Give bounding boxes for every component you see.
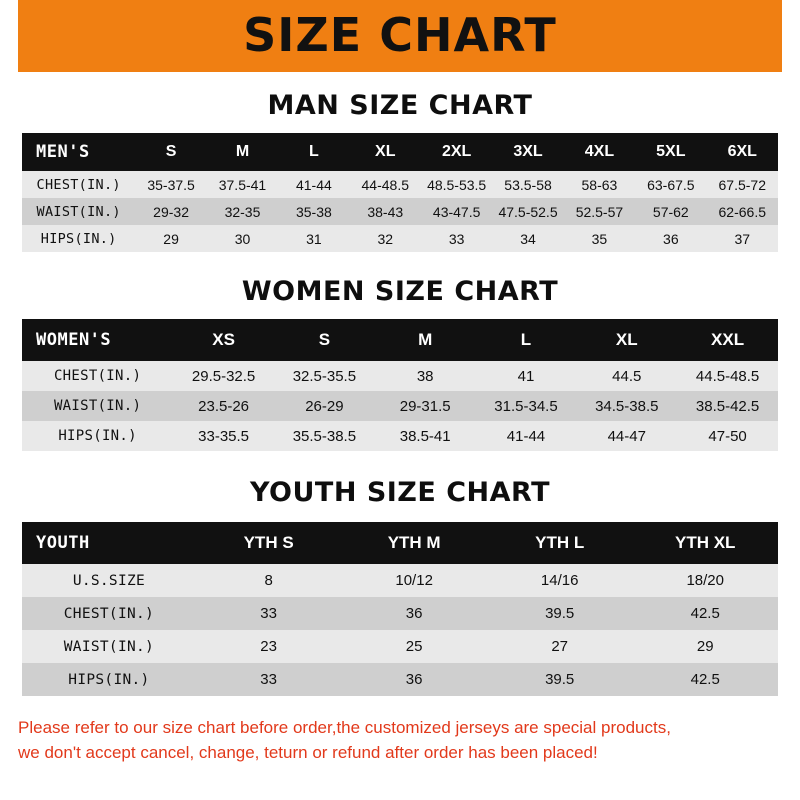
cell: 41	[517, 367, 535, 385]
cell: 32.5-35.5	[292, 367, 357, 385]
youth-table-header	[22, 522, 778, 564]
cell: 29	[696, 638, 714, 655]
row-label: WAIST(IN.)	[36, 203, 121, 220]
cell: 35	[591, 230, 608, 247]
cell: 43-47.5	[432, 203, 481, 220]
chart-content	[0, 90, 800, 696]
cell: 32	[377, 230, 394, 247]
cell: 35-37.5	[147, 176, 195, 193]
cell: 58-63	[581, 176, 618, 193]
women-table-body	[22, 361, 778, 451]
row-label: CHEST(IN.)	[53, 368, 142, 384]
cell: 31	[306, 230, 322, 247]
cell: 37	[734, 230, 751, 247]
row-label: WAIST(IN.)	[53, 398, 142, 414]
banner-right-margin	[782, 0, 800, 72]
table-header-row	[22, 319, 778, 361]
cell: 35-38	[295, 203, 332, 220]
row-label: HIPS(IN.)	[68, 671, 150, 688]
cell: 23	[260, 638, 277, 655]
cell: 33	[260, 605, 277, 622]
cell: 29	[163, 230, 179, 247]
cell: 18/20	[686, 572, 724, 589]
cell: 44-48.5	[361, 176, 409, 193]
cell: 44.5	[612, 367, 642, 385]
youth-header-label: YOUTH	[36, 533, 90, 553]
cell: 47.5-52.5	[498, 203, 558, 220]
cell: 33-35.5	[198, 427, 250, 445]
youth-header-cell: YTH S	[243, 533, 294, 552]
women-header-cell: XS	[212, 330, 235, 349]
cell: 38.5-42.5	[695, 397, 760, 415]
row-label: U.S.SIZE	[72, 572, 146, 589]
men-table-header	[22, 133, 778, 171]
row-label: CHEST(IN.)	[63, 605, 155, 622]
table-row	[22, 630, 778, 663]
cell: 39.5	[545, 605, 575, 622]
table-row	[22, 391, 778, 421]
table-row	[22, 597, 778, 630]
cell: 41-44	[506, 427, 546, 445]
cell: 42.5	[690, 671, 720, 688]
youth-size-table	[22, 522, 778, 696]
cell: 48.5-53.5	[427, 176, 487, 193]
table-row	[22, 564, 778, 597]
youth-section-title: YOUTH SIZE CHART	[249, 477, 551, 508]
cell: 33	[448, 230, 465, 247]
cell: 32-35	[224, 203, 261, 220]
cell: 29-32	[153, 203, 189, 220]
note-line-2: we don't accept cancel, change, teturn or refund after order has been placed!	[18, 742, 598, 762]
women-header-cell: XXL	[711, 330, 745, 349]
cell: 8	[264, 572, 273, 589]
men-size-table	[22, 133, 778, 252]
row-label: CHEST(IN.)	[36, 176, 121, 193]
cell: 53.5-58	[504, 176, 552, 193]
cell: 38.5-41	[399, 427, 451, 445]
cell: 38	[416, 367, 434, 385]
women-size-table	[22, 319, 778, 451]
row-label: HIPS(IN.)	[40, 230, 117, 247]
cell: 29.5-32.5	[191, 367, 256, 385]
table-header-row	[22, 522, 778, 564]
youth-header-cell: YTH L	[535, 533, 585, 552]
cell: 31.5-34.5	[494, 397, 558, 415]
cell: 26-29	[305, 397, 344, 415]
men-header-cell: XL	[375, 143, 396, 160]
banner-left-margin	[0, 0, 18, 72]
cell: 44.5-48.5	[695, 367, 760, 385]
table-row	[22, 421, 778, 451]
cell: 38-43	[367, 203, 404, 220]
cell: 25	[405, 638, 423, 655]
row-label: HIPS(IN.)	[58, 428, 137, 444]
cell: 41-44	[295, 176, 332, 193]
cell: 47-50	[708, 427, 747, 445]
cell: 36	[663, 230, 679, 247]
cell: 39.5	[545, 671, 575, 688]
cell: 34.5-38.5	[595, 397, 659, 415]
cell: 63-67.5	[647, 176, 695, 193]
cell: 30	[234, 230, 251, 247]
men-header-cell: 5XL	[656, 143, 686, 160]
table-row	[22, 663, 778, 696]
cell: 27	[551, 638, 568, 655]
table-row	[22, 361, 778, 391]
women-header-cell: L	[520, 330, 532, 349]
women-section-title: WOMEN SIZE CHART	[241, 276, 559, 307]
men-header-cell: 2XL	[441, 143, 472, 160]
cell: 62-66.5	[718, 203, 766, 220]
order-policy-note	[18, 716, 782, 765]
youth-table-body	[22, 564, 778, 696]
header-banner	[0, 0, 800, 72]
table-header-row	[22, 133, 778, 171]
youth-header-cell: YTH M	[387, 533, 441, 552]
cell: 34	[520, 230, 536, 247]
row-label: WAIST(IN.)	[63, 638, 155, 655]
cell: 37.5-41	[218, 176, 267, 193]
note-line-1: Please refer to our size chart before order,the customized jerseys are special products,	[18, 718, 671, 737]
men-header-cell: L	[308, 143, 319, 160]
cell: 52.5-57	[575, 203, 624, 220]
cell: 42.5	[690, 605, 720, 622]
youth-header-cell: YTH XL	[674, 533, 736, 552]
cell: 36	[405, 671, 423, 688]
men-header-cell: S	[165, 143, 177, 160]
men-header-cell: 6XL	[727, 143, 757, 160]
cell: 33	[260, 671, 277, 688]
cell: 14/16	[540, 572, 579, 589]
table-row	[22, 171, 778, 198]
man-section-title: MAN SIZE CHART	[267, 90, 533, 121]
women-header-cell: XL	[615, 330, 638, 349]
cell: 36	[405, 605, 423, 622]
cell: 23.5-26	[198, 397, 250, 415]
table-row	[22, 198, 778, 225]
men-header-cell: 3XL	[513, 143, 543, 160]
women-header-cell: M	[418, 330, 433, 349]
table-row	[22, 225, 778, 252]
page-title: SIZE CHART	[243, 8, 557, 62]
cell: 10/12	[395, 572, 433, 589]
cell: 67.5-72	[718, 176, 766, 193]
cell: 57-62	[652, 203, 689, 220]
cell: 29-31.5	[399, 397, 451, 415]
men-table-body	[22, 171, 778, 252]
women-header-cell: S	[318, 330, 331, 349]
women-header-label: WOMEN'S	[36, 330, 112, 350]
women-table-header	[22, 319, 778, 361]
men-header-cell: 4XL	[584, 143, 615, 160]
men-header-label: MEN'S	[36, 142, 90, 162]
cell: 44-47	[607, 427, 646, 445]
men-header-cell: M	[235, 143, 250, 160]
cell: 35.5-38.5	[292, 427, 357, 445]
